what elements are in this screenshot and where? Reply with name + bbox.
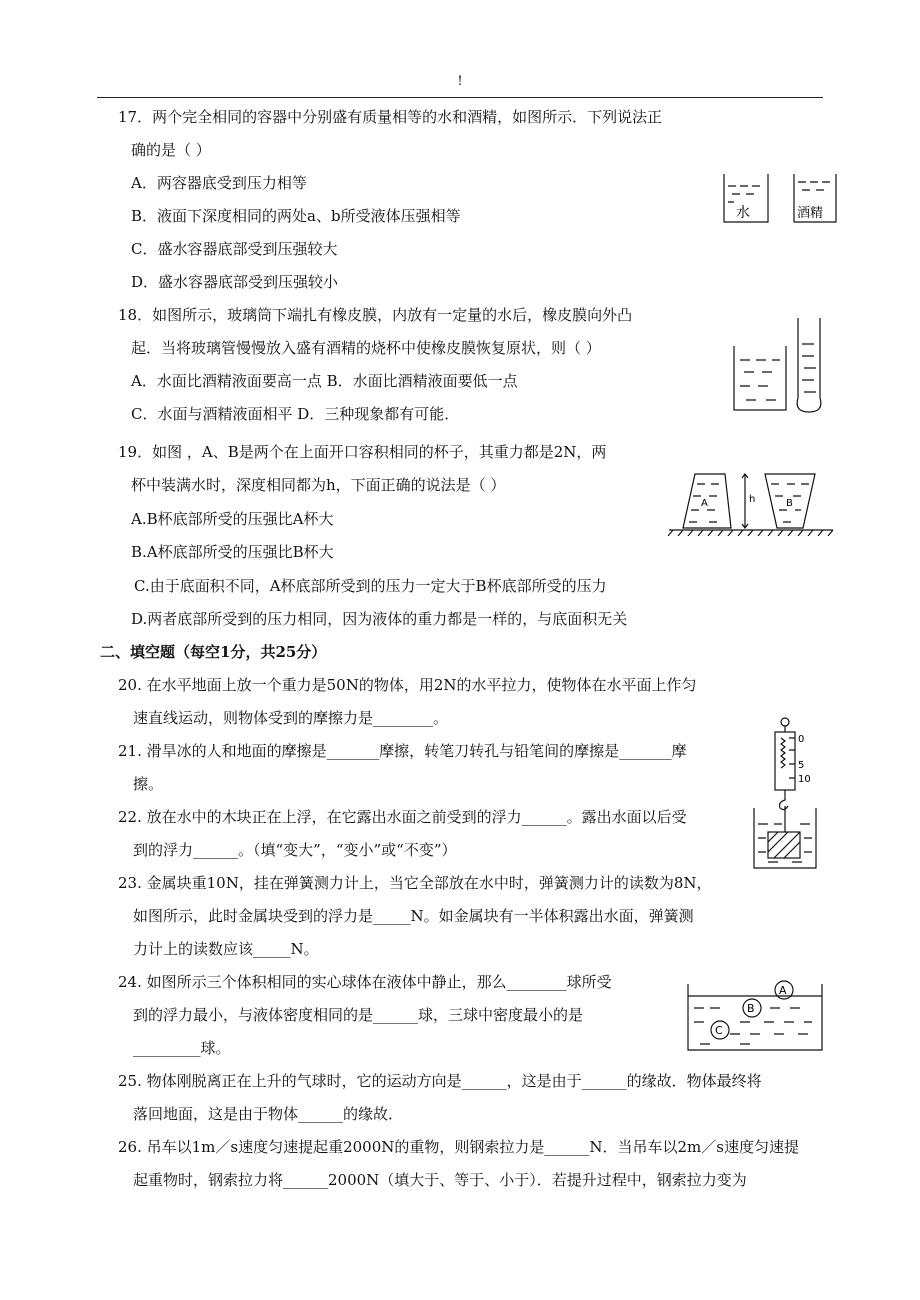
q19-option-c: C.由于底面积不同，A杯底部所受到的压力一定大于B杯底部所受的压力 bbox=[134, 577, 607, 595]
q24-line3: _________球。 bbox=[133, 1039, 231, 1057]
q19-option-a: A.B杯底部所受的压强比A杯大 bbox=[131, 510, 334, 528]
q23-tick-5: 5 bbox=[798, 760, 805, 771]
q17-figure-containers bbox=[718, 172, 840, 226]
q19-line1: 19．如图 ，A、B是两个在上面开口容积相同的杯子，其重力都是2N，两 bbox=[118, 443, 607, 461]
q17-label-alcohol: 酒精 bbox=[797, 206, 824, 221]
q19-label-a: A bbox=[701, 498, 708, 509]
q26-line1: 26. 吊车以1m／s速度匀速提起重2000N的重物，则钢索拉力是______N．当吊车以2m／s速度匀速提 bbox=[118, 1138, 799, 1156]
q23-line2: 如图所示，此时金属块受到的浮力是_____N。如金属块有一半体积露出水面，弹簧测 bbox=[133, 907, 694, 925]
q19-line2: 杯中装满水时，深度相同都为h，下面正确的说法是（ ） bbox=[131, 476, 506, 494]
q20-line1: 20. 在水平地面上放一个重力是50N的物体，用2N的水平拉力，使物体在水平面上作匀 bbox=[118, 676, 697, 694]
q18-line2: 起．当将玻璃管慢慢放入盛有酒精的烧杯中使橡皮膜恢复原状，则（ ） bbox=[131, 339, 601, 357]
q19-figure-cups bbox=[665, 468, 835, 536]
q17-option-c: C．盛水容器底部受到压强较大 bbox=[131, 240, 338, 258]
page-header-mark: ! bbox=[457, 74, 463, 89]
q17-option-a: A．两容器底受到压力相等 bbox=[131, 174, 307, 192]
q25-line2: 落回地面，这是由于物体______的缘故． bbox=[133, 1105, 404, 1123]
section-2-title: 二、填空题（每空1分，共25分） bbox=[100, 643, 327, 661]
q18-figure-beaker-tube bbox=[728, 316, 840, 416]
q23-line3: 力计上的读数应该_____N。 bbox=[133, 940, 319, 958]
q24-line1: 24. 如图所示三个体积相同的实心球体在液体中静止，那么________球所受 bbox=[118, 973, 612, 991]
q17-option-b: B．液面下深度相同的两处a、b所受液体压强相等 bbox=[131, 207, 461, 225]
q17-line1: 17．两个完全相同的容器中分别盛有质量相等的水和酒精，如图所示．下列说法正 bbox=[118, 108, 663, 126]
header-rule bbox=[97, 97, 823, 98]
q21-line1: 21. 滑旱冰的人和地面的摩擦是_______摩擦，转笔刀转孔与铅笔间的摩擦是_______摩 bbox=[118, 742, 687, 760]
q18-line1: 18．如图所示，玻璃筒下端扎有橡皮膜，内放有一定量的水后，橡皮膜向外凸 bbox=[118, 306, 633, 324]
q21-line2: 擦。 bbox=[133, 775, 164, 793]
q23-line1: 23. 金属块重10N，挂在弹簧测力计上，当它全部放在水中时，弹簧测力计的读数为8N， bbox=[118, 874, 712, 892]
q24-ball-a: A bbox=[779, 984, 787, 997]
q23-figure-spring-scale bbox=[748, 716, 828, 876]
q24-figure-balls bbox=[680, 976, 830, 1054]
q19-option-d: D.两者底部所受到的压力相同，因为液体的重力都是一样的，与底面积无关 bbox=[131, 610, 628, 628]
q23-tick-10: 10 bbox=[798, 774, 811, 785]
q19-option-b: B.A杯底部所受的压强比B杯大 bbox=[131, 543, 334, 561]
q24-ball-c: C bbox=[715, 1024, 723, 1037]
q22-line2: 到的浮力______。（填“变大”，“变小”或“不变”） bbox=[133, 841, 457, 859]
q25-line1: 25. 物体刚脱离正在上升的气球时，它的运动方向是______，这是由于______的缘故．物体最终将 bbox=[118, 1072, 762, 1090]
q26-line2: 起重物时，钢索拉力将______2000N（填大于、等于、小于）．若提升过程中，钢索拉力变为 bbox=[133, 1171, 747, 1189]
q22-line1: 22. 放在水中的木块正在上浮，在它露出水面之前受到的浮力______。露出水面以后受 bbox=[118, 808, 687, 826]
q24-ball-b: B bbox=[747, 1002, 755, 1015]
q17-label-water: 水 bbox=[736, 205, 750, 221]
q17-line2: 确的是（ ） bbox=[131, 141, 211, 159]
q19-label-h: h bbox=[749, 494, 756, 505]
q17-option-d: D．盛水容器底部受到压强较小 bbox=[131, 273, 339, 291]
q24-line2: 到的浮力最小，与液体密度相同的是______球，三球中密度最小的是 bbox=[133, 1006, 584, 1024]
q18-options-ab: A．水面比酒精液面要高一点 B．水面比酒精液面要低一点 bbox=[131, 372, 518, 390]
q20-line2: 速直线运动，则物体受到的摩擦力是________。 bbox=[133, 709, 449, 727]
q18-options-cd: C．水面与酒精液面相平 D．三种现象都有可能． bbox=[131, 405, 460, 423]
q23-tick-0: 0 bbox=[798, 734, 805, 745]
q19-label-b: B bbox=[786, 498, 793, 509]
